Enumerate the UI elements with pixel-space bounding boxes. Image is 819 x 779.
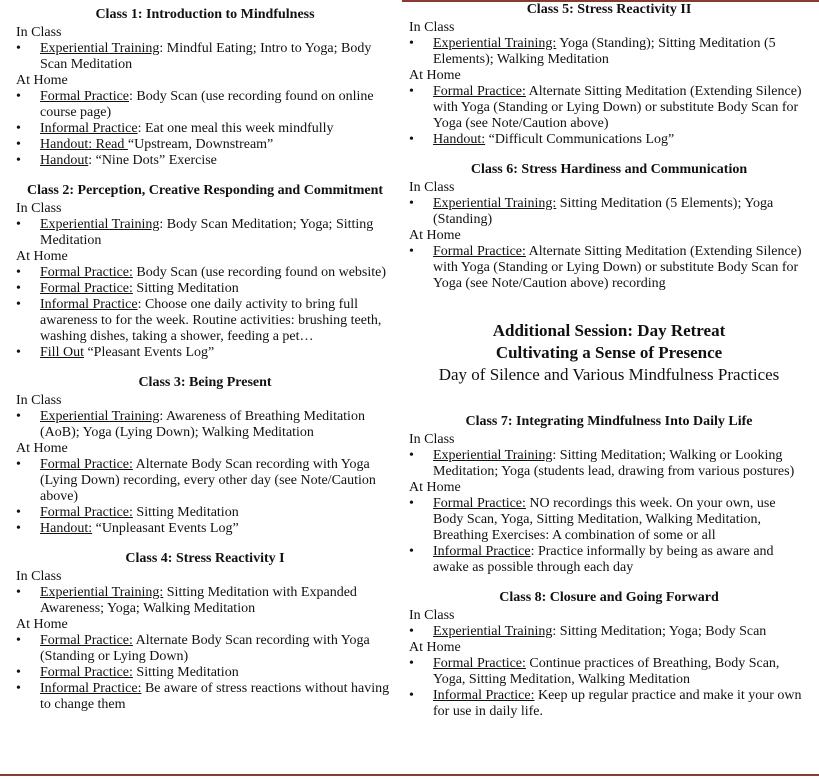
in-class-list — [16, 217, 394, 249]
item-label: Formal Practice: — [40, 265, 133, 280]
at-home-list — [409, 84, 809, 148]
in-class-heading: In Class — [409, 608, 455, 623]
in-class-list — [409, 36, 809, 68]
item-text: Choose one daily activity to bring full awareness to for the week. Routine activities: brushing teeth, washing dishes, taking a shower, feeding a pet… — [40, 297, 382, 344]
item-text: Sitting Meditation — [132, 665, 239, 680]
item-text: Alternate Body Scan recording with Yoga (Lying Down) recording, every other day (see Note/Caution above) — [40, 457, 376, 504]
item-label: Experiential Training — [433, 624, 553, 639]
list-item — [16, 265, 394, 281]
item-text: Sitting Meditation; Walking or Looking Meditation; Yoga (students lead, drawing from various postures) — [433, 448, 795, 479]
item-text: Body Scan Meditation; Yoga; Sitting Meditation — [40, 217, 374, 248]
list-item — [409, 132, 809, 148]
in-class-heading: In Class — [16, 25, 62, 40]
list-item — [16, 505, 394, 521]
list-item — [16, 681, 394, 713]
at-home-heading: At Home — [409, 228, 461, 243]
list-item — [16, 281, 394, 297]
item-separator: : — [552, 624, 557, 639]
item-label: Experiential Training — [433, 448, 553, 463]
at-home-heading: At Home — [16, 73, 68, 88]
class-title: Class 4: Stress Reactivity I — [125, 551, 285, 566]
list-item — [16, 121, 394, 137]
in-class-list — [16, 41, 394, 73]
item-text: “Pleasant Events Log” — [83, 345, 215, 360]
list-item — [409, 496, 809, 544]
item-text: Body Scan (use recording found on website) — [132, 265, 387, 280]
at-home-list — [16, 633, 394, 713]
list-item — [16, 585, 394, 617]
at-home-heading: At Home — [16, 441, 68, 456]
at-home-list — [16, 265, 394, 361]
item-separator: : — [137, 121, 142, 136]
list-item — [16, 153, 394, 169]
list-item — [409, 688, 809, 720]
item-separator: : — [552, 448, 557, 463]
list-item — [409, 196, 809, 228]
item-text: Yoga (Standing); Sitting Meditation (5 Elements); Walking Meditation — [433, 36, 776, 67]
item-text: Practice informally by being as aware and awake as possible through each day — [433, 544, 774, 575]
list-item — [16, 409, 394, 441]
in-class-list — [409, 624, 809, 640]
item-text: Alternate Sitting Meditation (Extending Silence) with Yoga (Standing or Lying Down) or substitute Body Scan for Yoga (see Note/Caution above) recording — [433, 244, 802, 291]
item-text: “Nine Dots” Exercise — [92, 153, 217, 168]
item-label: Experiential Training — [40, 41, 160, 56]
class-title: Class 6: Stress Hardiness and Communication — [470, 162, 748, 177]
at-home-heading: At Home — [409, 480, 461, 495]
item-label: Formal Practice: — [433, 656, 526, 671]
item-text: Sitting Meditation — [132, 505, 239, 520]
item-text: “Upstream, Downstream” — [127, 137, 274, 152]
item-text: Keep up regular practice and make it your own for use in daily life. — [433, 688, 802, 719]
item-label: Experiential Training: — [433, 196, 557, 211]
item-text: Sitting Meditation — [132, 281, 239, 296]
retreat-subtitle: Cultivating a Sense of Presence — [495, 343, 723, 362]
in-class-heading: In Class — [409, 20, 455, 35]
item-label: Informal Practice: — [433, 688, 535, 703]
at-home-list — [16, 89, 394, 169]
item-text: Alternate Sitting Meditation (Extending Silence) with Yoga (Standing or Lying Down) or substitute Body Scan for Yoga (see Note/Caution above) — [433, 84, 802, 131]
item-text: Mindful Eating; Intro to Yoga; Body Scan Meditation — [40, 41, 372, 72]
class-title: Class 7: Integrating Mindfulness Into Daily Life — [465, 414, 753, 429]
item-label: Handout: — [40, 521, 93, 536]
in-class-heading: In Class — [16, 393, 62, 408]
list-item — [16, 41, 394, 73]
bottom-rule — [0, 774, 819, 776]
list-item — [409, 36, 809, 68]
item-text: Continue practices of Breathing, Body Scan, Yoga, Sitting Meditation, Walking Meditation — [433, 656, 780, 687]
class-block — [16, 7, 394, 169]
list-item — [409, 244, 809, 292]
item-label: Formal Practice: — [40, 665, 133, 680]
item-text: Awareness of Breathing Meditation (AoB); Yoga (Lying Down); Walking Meditation — [40, 409, 365, 440]
list-item — [409, 544, 809, 576]
class-block — [16, 551, 394, 713]
item-label: Formal Practice: — [433, 84, 526, 99]
item-separator: : — [159, 41, 164, 56]
item-text: Eat one meal this week mindfully — [141, 121, 334, 136]
in-class-heading: In Class — [16, 569, 62, 584]
item-text: “Difficult Communications Log” — [485, 132, 675, 147]
list-item — [16, 521, 394, 537]
list-item — [16, 665, 394, 681]
in-class-list — [409, 196, 809, 228]
item-text: Body Scan (use recording found on online course page) — [40, 89, 374, 120]
item-text: Sitting Meditation with Expanded Awareness; Yoga; Walking Meditation — [40, 585, 357, 616]
list-item — [16, 297, 394, 345]
class-title: Class 2: Perception, Creative Responding and Commitment — [26, 183, 384, 198]
item-label: Formal Practice: — [433, 244, 526, 259]
item-label: Handout: Read — [40, 137, 128, 152]
right-column — [409, 2, 809, 720]
retreat-description: Day of Silence and Various Mindfulness Practices — [438, 365, 780, 384]
item-text: Sitting Meditation; Yoga; Body Scan — [556, 624, 767, 639]
at-home-list — [16, 457, 394, 537]
list-item — [16, 345, 394, 361]
at-home-list — [409, 656, 809, 720]
at-home-heading: At Home — [16, 617, 68, 632]
class-block — [409, 414, 809, 576]
list-item — [16, 457, 394, 505]
item-label: Informal Practice: — [40, 681, 142, 696]
item-text: Sitting Meditation (5 Elements); Yoga (Standing) — [433, 196, 774, 227]
item-label: Experiential Training: — [40, 585, 164, 600]
item-separator: : — [159, 217, 164, 232]
in-class-list — [16, 409, 394, 441]
item-label: Formal Practice: — [40, 505, 133, 520]
item-text: Be aware of stress reactions without having to change them — [40, 681, 390, 712]
class-block — [409, 2, 809, 148]
item-label: Experiential Training — [40, 217, 160, 232]
item-separator: : — [137, 297, 142, 312]
item-label: Informal Practice — [40, 297, 138, 312]
item-label: Formal Practice: — [40, 457, 133, 472]
at-home-heading: At Home — [409, 68, 461, 83]
list-item — [409, 656, 809, 688]
item-label: Informal Practice — [40, 121, 138, 136]
class-title: Class 1: Introduction to Mindfulness — [95, 7, 315, 22]
item-label: Experiential Training: — [433, 36, 557, 51]
class-title: Class 5: Stress Reactivity II — [526, 2, 692, 17]
in-class-heading: In Class — [16, 201, 62, 216]
item-label: Formal Practice — [40, 89, 130, 104]
at-home-list — [409, 496, 809, 576]
in-class-list — [16, 585, 394, 617]
class-block — [16, 183, 394, 361]
list-item — [409, 624, 809, 640]
item-text: NO recordings this week. On your own, use Body Scan, Yoga, Sitting Meditation, Walking Meditation, Breathing Exercises: A combination of some or all — [433, 496, 776, 543]
list-item — [16, 89, 394, 121]
item-label: Fill Out — [40, 345, 84, 360]
class-title: Class 8: Closure and Going Forward — [499, 590, 719, 605]
class-block — [409, 162, 809, 292]
class-block — [16, 375, 394, 537]
item-label: Handout — [40, 153, 89, 168]
item-label: Formal Practice: — [40, 633, 133, 648]
at-home-list — [409, 244, 809, 292]
item-label: Handout: — [433, 132, 486, 147]
in-class-list — [409, 448, 809, 480]
list-item — [409, 448, 809, 480]
item-separator: : — [129, 89, 133, 104]
item-label: Informal Practice — [433, 544, 531, 559]
list-item — [409, 84, 809, 132]
item-separator: : — [530, 544, 535, 559]
item-label: Formal Practice: — [433, 496, 526, 511]
at-home-heading: At Home — [16, 249, 68, 264]
item-text: “Unpleasant Events Log” — [92, 521, 239, 536]
at-home-heading: At Home — [409, 640, 461, 655]
retreat-title: Additional Session: Day Retreat — [492, 321, 726, 340]
list-item — [16, 217, 394, 249]
class-title: Class 3: Being Present — [138, 375, 272, 390]
retreat-section — [409, 320, 809, 386]
in-class-heading: In Class — [409, 180, 455, 195]
item-separator: : — [159, 409, 164, 424]
item-label: Formal Practice: — [40, 281, 133, 296]
class-block — [409, 590, 809, 720]
list-item — [16, 137, 394, 153]
item-label: Experiential Training — [40, 409, 160, 424]
item-text: Alternate Body Scan recording with Yoga (Standing or Lying Down) — [40, 633, 370, 664]
list-item — [16, 633, 394, 665]
in-class-heading: In Class — [409, 432, 455, 447]
left-column — [16, 7, 394, 713]
item-separator: : — [88, 153, 93, 168]
